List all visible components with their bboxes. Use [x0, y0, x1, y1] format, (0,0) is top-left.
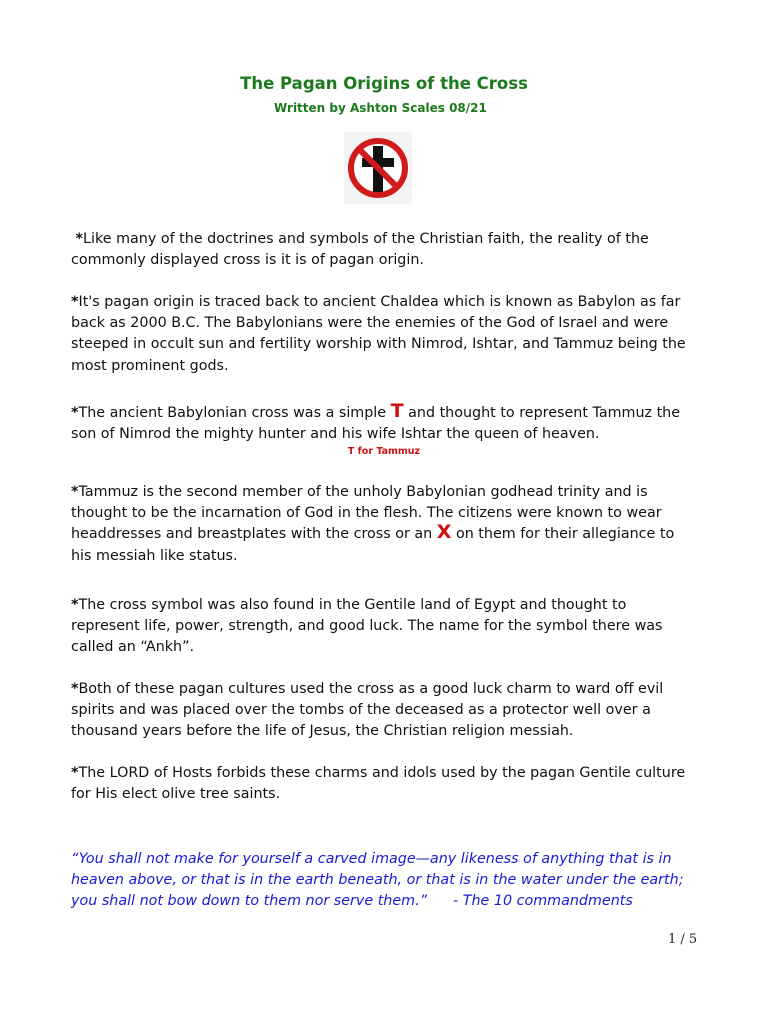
paragraph-1 — [71, 229, 697, 271]
bullet-star: * — [71, 681, 79, 697]
quote-line-1: “You shall not make for yourself a carved image—any likeness of anything that is in heaven above, or that is in the earth beneath, or that is in the water under the earth; — [71, 851, 684, 889]
document-byline: Written by Ashton Scales 08/21 — [274, 101, 487, 115]
paragraph-6 — [71, 679, 697, 743]
paragraph-text: The cross symbol was also found in the Gentile land of Egypt and thought to represent life, power, strength, and good luck. The name for the symbol there was called an “Ankh”. — [71, 597, 663, 656]
paragraph-text: Like many of the doctrines and symbols of the Christian faith, the reality of the commonly displayed cross is it is of pagan origin. — [71, 231, 649, 269]
page-number: 1 / 5 — [668, 932, 698, 947]
paragraph-text-after: and thought to represent Tammuz the son of Nimrod the mighty hunter and his wife Ishtar the queen of heaven. — [71, 405, 681, 443]
tau-symbol: T — [390, 400, 404, 422]
x-symbol: X — [436, 521, 452, 544]
quote-attribution: - The 10 commandments — [453, 893, 633, 910]
quote-text: you shall not bow down to them nor serve them.” — [71, 893, 428, 910]
bullet-star: * — [71, 765, 79, 781]
paragraph-2 — [71, 292, 697, 377]
bullet-star: * — [75, 231, 84, 247]
paragraph-5 — [71, 595, 697, 659]
paragraph-7 — [71, 763, 697, 805]
no-cross-icon — [344, 132, 412, 204]
bullet-star: * — [71, 405, 79, 421]
paragraph-text-before: The ancient Babylonian cross was a simple — [78, 405, 391, 421]
paragraph-3 — [71, 400, 697, 445]
quote-line-2 — [71, 891, 711, 912]
bullet-star: * — [71, 484, 79, 500]
tau-caption: T for Tammuz — [347, 446, 421, 457]
bullet-star: * — [71, 294, 79, 310]
paragraph-4 — [71, 482, 697, 567]
bullet-star: * — [71, 597, 79, 613]
paragraph-text: The LORD of Hosts forbids these charms and idols used by the pagan Gentile culture for His elect olive tree saints. — [71, 765, 686, 803]
paragraph-text-before: Tammuz is the second member of the unholy Babylonian godhead trinity and is thought to be the incarnation of God in the flesh. The citizens were known to wear headdresses and breastplates with the cross or an — [71, 484, 662, 543]
paragraph-text: Both of these pagan cultures used the cross as a good luck charm to ward off evil spirits and was placed over the tombs of the deceased as a protector well over a thousand years before the life of Jesus, the Christian religion messiah. — [71, 681, 664, 740]
scripture-quote — [71, 849, 711, 913]
paragraph-text: It's pagan origin is traced back to ancient Chaldea which is known as Babylon as far back as 2000 B.C. The Babylonians were the enemies of the God of Israel and were steeped in occult sun and fertility worship with Nimrod, Ishtar, and Tammuz being the most prominent gods. — [71, 294, 686, 374]
paragraph-text-after: on them for their allegiance to his messiah like status. — [71, 526, 675, 564]
document-title: The Pagan Origins of the Cross — [240, 74, 528, 93]
